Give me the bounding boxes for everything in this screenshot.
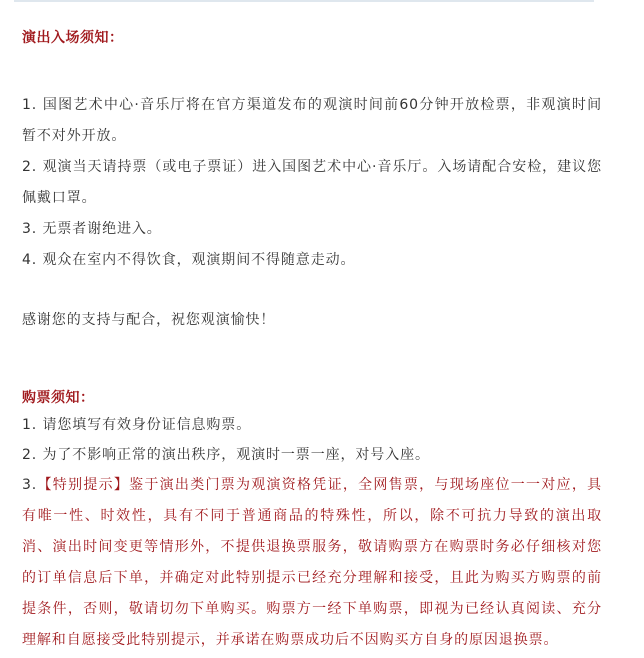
notice-document — [22, 26, 602, 656]
thanks-text: 感谢您的支持与配合，祝您观演愉快！ — [22, 312, 276, 328]
ticket-special-notice — [22, 470, 602, 656]
entry-heading: 演出入场须知： — [22, 30, 124, 46]
ticket-item-1: 1. 请您填写有效身份证信息购票。 — [22, 417, 252, 433]
top-divider — [14, 0, 594, 2]
ticket-item-2: 2. 为了不影响正常的演出秩序，观演时一票一座，对号入座。 — [22, 447, 430, 463]
entry-item-1: 1. 国图艺术中心·音乐厅将在官方渠道发布的观演时间前60分钟开放检票，非观演时间暂不对外开放。 — [22, 97, 602, 144]
entry-item-4: 4. 观众在室内不得饮食，观演期间不得随意走动。 — [22, 252, 356, 268]
entry-item-2: 2. 观演当天请持票（或电子票证）进入国图艺术中心·音乐厅。入场请配合安检，建议您佩戴口罩。 — [22, 159, 602, 206]
ticket-heading: 购票须知： — [22, 390, 95, 406]
notice-number: 3. — [22, 477, 38, 493]
entry-item-3: 3. 无票者谢绝进入。 — [22, 221, 162, 237]
notice-text: 【特别提示】鉴于演出类门票为观演资格凭证，全网售票，与现场座位一一对应，具有唯一性、时效性，具有不同于普通商品的特殊性，所以，除不可抗力导致的演出取消、演出时间变更等情形外，不提供退换票服务，敬请购票方在购票时务必仔细核对您的订单信息后下单，并确定对此特别提示已经充分理解和接受，且此为购买方购票的前提条件，否则，敬请切勿下单购买。购票方一经下单购票，即视为已经认真阅读、充分理解和自愿接受此特别提示，并承诺在购票成功后不因购买方自身的原因退换票。 — [22, 477, 602, 648]
